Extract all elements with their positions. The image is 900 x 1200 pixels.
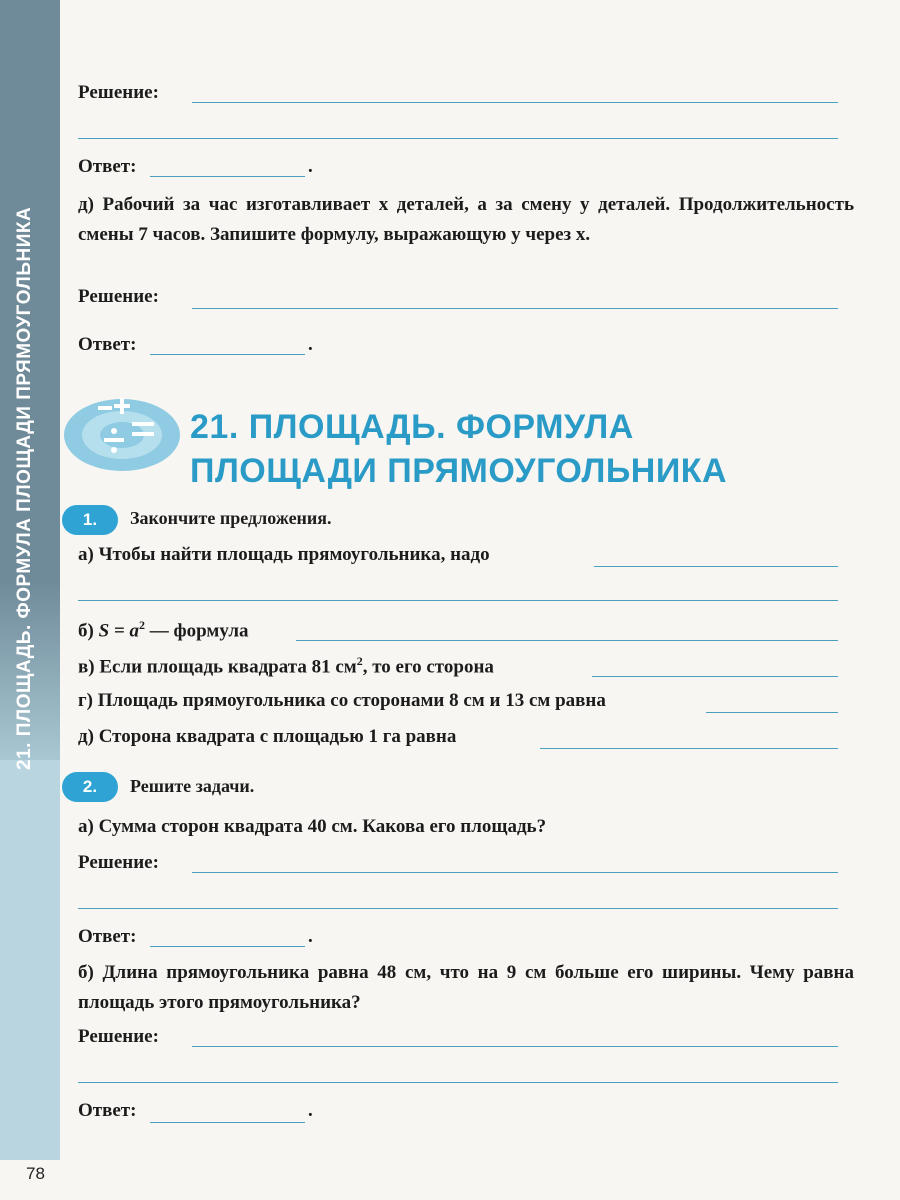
answer-line[interactable] [540, 748, 838, 749]
answer-line[interactable] [78, 600, 838, 601]
answer-label-2a: Ответ: [78, 926, 137, 947]
ex1-item-v-exponent: 2 [356, 654, 363, 668]
answer-line[interactable] [150, 354, 305, 355]
ex1-item-b-formula: S = a [98, 620, 139, 642]
answer-line[interactable] [594, 566, 838, 567]
solution-label-2b: Решение: [78, 1026, 159, 1047]
answer-line[interactable] [592, 676, 838, 677]
ex1-item-v-suffix: , то его сторона [362, 656, 494, 678]
answer-label-d: Ответ: [78, 334, 137, 355]
section-title-line1: 21. ПЛОЩАДЬ. ФОРМУЛА [190, 408, 634, 446]
ex1-item-a: а) Чтобы найти площадь прямоугольника, надо [78, 544, 490, 565]
ex1-item-g: г) Площадь прямоугольника со сторонами 8 см и 13 см равна [78, 690, 606, 711]
ex1-item-d: д) Сторона квадрата с площадью 1 га равна [78, 726, 457, 747]
ex2-task-b: б) Длина прямоугольника равна 48 см, что на 9 см больше его ширины. Чему равна площадь этого прямоугольника? [78, 962, 854, 1013]
solution-line[interactable] [192, 102, 838, 103]
answer-line[interactable] [706, 712, 838, 713]
answer-dot: . [308, 334, 313, 355]
task-d-text: д) Рабочий за час изготавливает x деталей, а за смену y деталей. Продолжительность смены 7 часов. Запишите формулу, выражающую y через x. [78, 194, 854, 245]
solution-label-d: Решение: [78, 286, 159, 307]
solution-line[interactable] [78, 138, 838, 139]
solution-line[interactable] [78, 908, 838, 909]
ex1-item-b [78, 618, 249, 642]
answer-line[interactable] [150, 946, 305, 947]
section-title-line2: ПЛОЩАДИ ПРЯМОУГОЛЬНИКА [190, 452, 728, 490]
exercise-2-heading: Решите задачи. [130, 776, 255, 796]
answer-label-top: Ответ: [78, 156, 137, 177]
ex2-task-a: а) Сумма сторон квадрата 40 см. Какова его площадь? [78, 816, 547, 837]
sidebar-chapter-title [14, 207, 36, 770]
page-number: 78 [26, 1164, 45, 1183]
answer-line[interactable] [150, 176, 305, 177]
section-title [190, 405, 727, 493]
solution-label-top: Решение: [78, 82, 159, 103]
solution-line[interactable] [78, 1082, 838, 1083]
sidebar-chapter-text: ПЛОЩАДЬ. ФОРМУЛА ПЛОЩАДИ ПРЯМОУГОЛЬНИКА [14, 206, 35, 737]
answer-dot: . [308, 926, 313, 947]
solution-line[interactable] [192, 308, 838, 309]
ex1-item-b-suffix: — формула [144, 620, 249, 642]
ex1-item-b-prefix: б) [78, 620, 99, 642]
exercise-1-heading: Закончите предложения. [130, 508, 332, 528]
solution-line[interactable] [192, 1046, 838, 1047]
section-math-icon [62, 390, 184, 480]
answer-dot: . [308, 156, 313, 177]
ex1-item-b-exponent: 2 [138, 618, 145, 632]
solution-label-2a: Решение: [78, 852, 159, 873]
answer-line[interactable] [296, 640, 838, 641]
answer-dot: . [308, 1100, 313, 1121]
sidebar-chapter-number: 21. [14, 742, 35, 770]
sidebar-light-band [0, 760, 60, 1160]
ex1-item-v-text: в) Если площадь квадрата 81 см [78, 656, 357, 678]
ex1-item-v [78, 654, 494, 678]
solution-line[interactable] [192, 872, 838, 873]
exercise-2-badge: 2. [62, 772, 118, 802]
answer-label-2b: Ответ: [78, 1100, 137, 1121]
answer-line[interactable] [150, 1122, 305, 1123]
exercise-1-badge: 1. [62, 505, 118, 535]
